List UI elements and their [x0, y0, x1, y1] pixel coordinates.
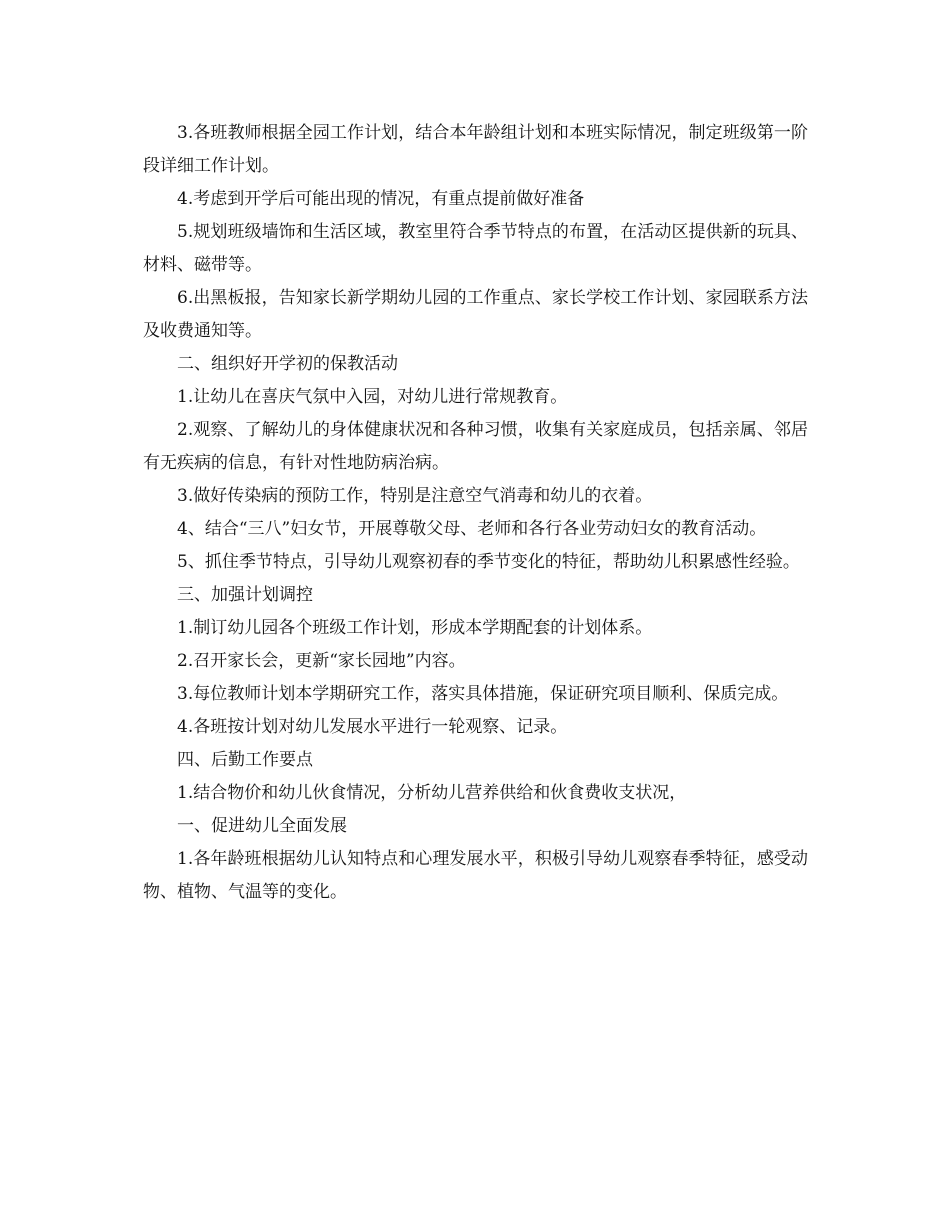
paragraph-7: 2.观察、了解幼儿的身体健康状况和各种习惯，收集有关家庭成员，包括亲属、邻居有无疾病的信息，有针对性地防病治病。 [143, 420, 808, 473]
paragraph-17: 1.结合物价和幼儿伙食情况，分析幼儿营养供给和伙食费收支状况， [177, 783, 687, 803]
paragraph-1: 3.各班教师根据全园工作计划，结合本年龄组计划和本班实际情况，制定班级第一阶段详细工作计划。 [143, 123, 808, 176]
section-heading-4: 四、后勤工作要点 [177, 750, 313, 770]
paragraph-9: 4、结合“三八”妇女节，开展尊敬父母、老师和各行各业劳动妇女的教育活动。 [177, 519, 767, 539]
section-heading-3: 三、加强计划调控 [177, 585, 313, 605]
paragraph-15: 4.各班按计划对幼儿发展水平进行一轮观察、记录。 [177, 717, 568, 737]
paragraph-14: 3.每位教师计划本学期研究工作，落实具体措施，保证研究项目顺利、保质完成。 [177, 684, 789, 704]
paragraph-6: 1.让幼儿在喜庆气氛中入园，对幼儿进行常规教育。 [177, 387, 568, 407]
document-body [143, 117, 808, 909]
section-heading-1: 一、促进幼儿全面发展 [177, 816, 347, 836]
section-heading-2: 二、组织好开学初的保教活动 [177, 354, 398, 374]
paragraph-13: 2.召开家长会，更新“家长园地”内容。 [177, 651, 466, 671]
paragraph-2: 4.考虑到开学后可能出现的情况，有重点提前做好准备 [177, 189, 585, 209]
paragraph-4: 6.出黑板报，告知家长新学期幼儿园的工作重点、家长学校工作计划、家园联系方法及收费通知等。 [143, 288, 808, 341]
paragraph-8: 3.做好传染病的预防工作，特别是注意空气消毒和幼儿的衣着。 [177, 486, 653, 506]
paragraph-3: 5.规划班级墙饰和生活区域，教室里符合季节特点的布置，在活动区提供新的玩具、材料、磁带等。 [143, 222, 808, 275]
paragraph-19: 1.各年龄班根据幼儿认知特点和心理发展水平，积极引导幼儿观察春季特征，感受动物、植物、气温等的变化。 [143, 849, 808, 902]
paragraph-12: 1.制订幼儿园各个班级工作计划，形成本学期配套的计划体系。 [177, 618, 653, 638]
paragraph-10: 5、抓住季节特点，引导幼儿观察初春的季节变化的特征，帮助幼儿积累感性经验。 [177, 552, 800, 572]
